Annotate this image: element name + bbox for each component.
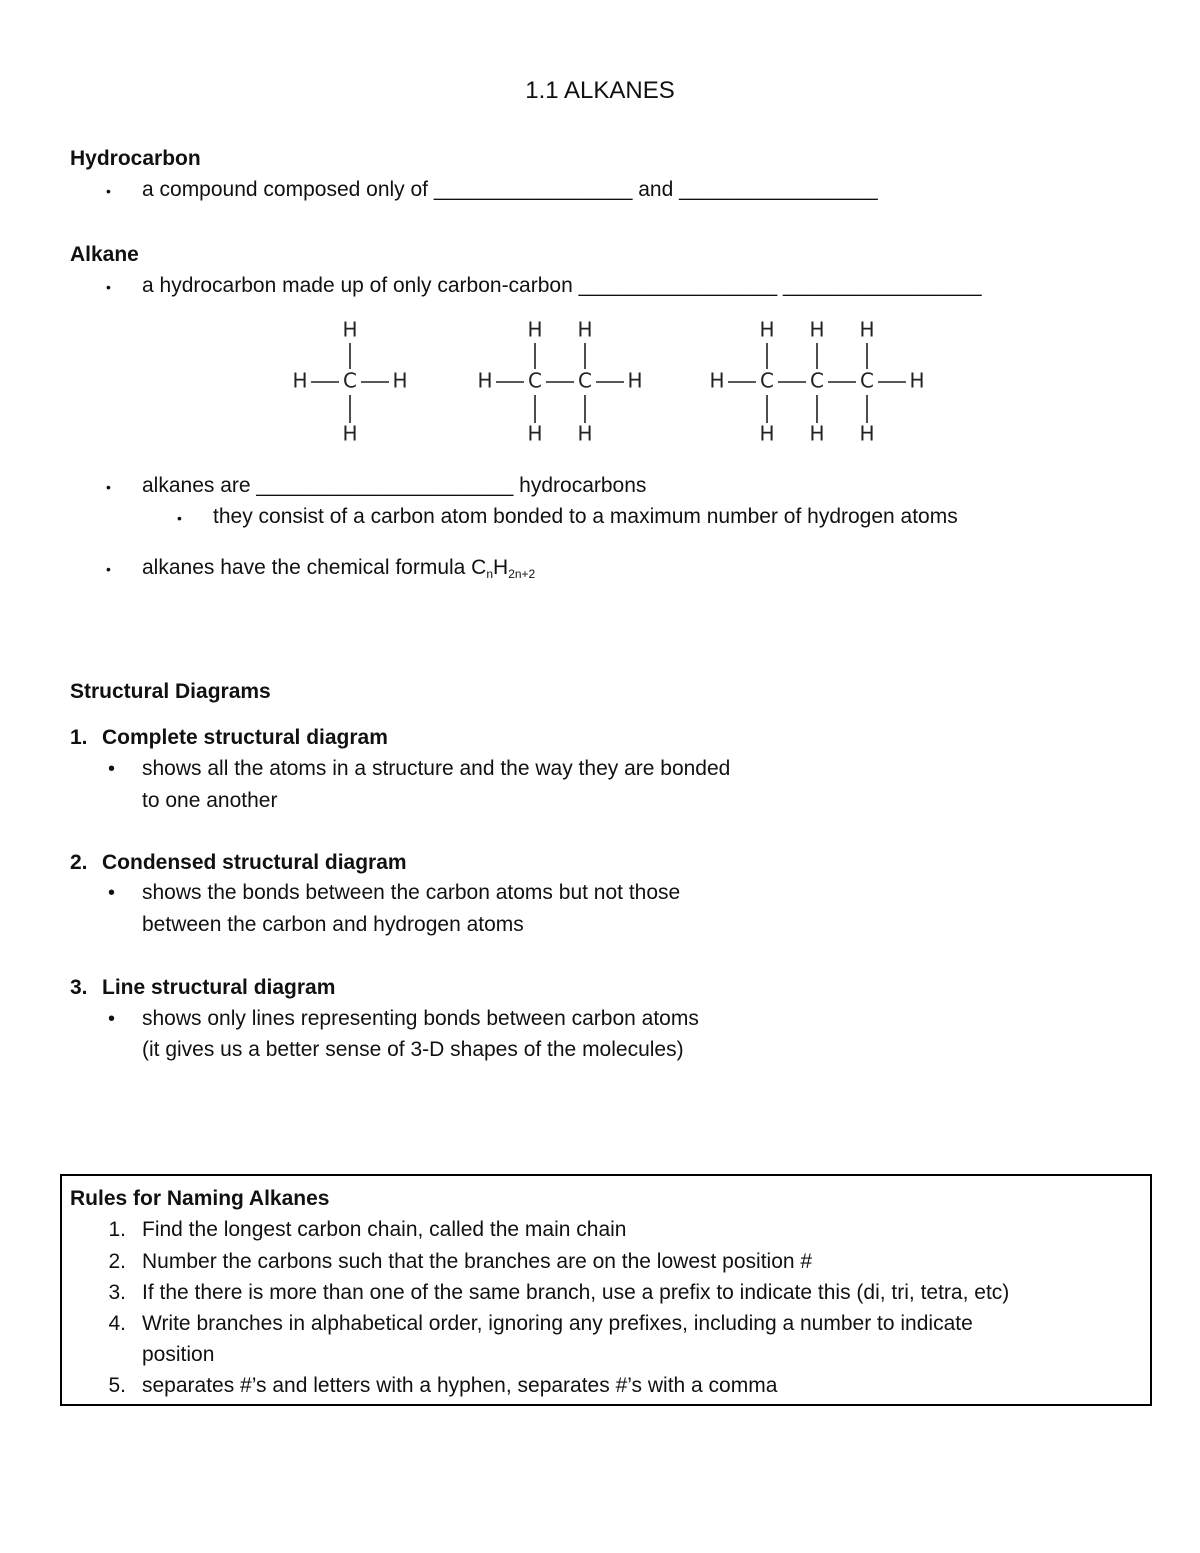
rule-text: Number the carbons such that the branches are on the lowest position # xyxy=(142,1250,813,1273)
structural-item-title: Condensed structural diagram xyxy=(102,851,407,874)
page-title: 1.1 ALKANES xyxy=(525,77,675,104)
alkane-heading: Alkane xyxy=(70,243,139,266)
alkane-formula xyxy=(142,555,535,587)
structural-item-num: 1. xyxy=(70,726,88,749)
rule-text: Find the longest carbon chain, called the main chain xyxy=(142,1218,627,1241)
hydrogen-atom: H xyxy=(759,317,775,342)
rule-text: separates #’s and letters with a hyphen, separates #’s with a comma xyxy=(142,1374,778,1397)
bullet-icon: • xyxy=(106,279,111,295)
formula-c: C xyxy=(471,556,487,579)
hydrocarbon-heading: Hydrocarbon xyxy=(70,147,201,170)
bullet-icon: • xyxy=(108,758,116,780)
structural-item-line: between the carbon and hydrogen atoms xyxy=(142,913,524,936)
rule-num: 5. xyxy=(108,1374,126,1397)
rule-text: position xyxy=(142,1343,215,1366)
structural-heading: Structural Diagrams xyxy=(70,680,271,703)
hydrogen-atom: H xyxy=(709,368,725,393)
rule-text: If the there is more than one of the same branch, use a prefix to indicate this (di, tri, tetra, etc) xyxy=(142,1281,1010,1304)
hydrogen-atom: H xyxy=(292,368,308,393)
bullet-icon: • xyxy=(108,1008,116,1030)
hydrogen-atom: H xyxy=(342,421,358,446)
formula-n: n xyxy=(486,567,494,581)
hydrogen-atom: H xyxy=(477,368,493,393)
structural-item-line: (it gives us a better sense of 3-D shapes of the molecules) xyxy=(142,1038,684,1061)
rule-num: 4. xyxy=(108,1312,126,1335)
hydrogen-atom: H xyxy=(909,368,925,393)
structural-item-line: shows all the atoms in a structure and the way they are bonded xyxy=(142,757,731,780)
carbon-atom: C xyxy=(528,368,542,393)
alkane-saturated: alkanes are ______________________ hydrocarbons xyxy=(142,474,647,497)
structural-item-line: shows only lines representing bonds between carbon atoms xyxy=(142,1007,699,1030)
structural-item-num: 3. xyxy=(70,976,88,999)
structural-item-line: to one another xyxy=(142,789,278,812)
hydrogen-atom: H xyxy=(527,317,543,342)
hydrogen-atom: H xyxy=(859,317,875,342)
rule-text: Write branches in alphabetical order, ignoring any prefixes, including a number to indicate xyxy=(142,1312,973,1335)
hydrogen-atom: H xyxy=(627,368,643,393)
hydrogen-atom: H xyxy=(809,421,825,446)
structural-item-title: Line structural diagram xyxy=(102,976,336,999)
carbon-atom: C xyxy=(578,368,592,393)
hydrogen-atom: H xyxy=(759,421,775,446)
alkane-definition: a hydrocarbon made up of only carbon-carbon _________________ _________________ xyxy=(142,274,982,297)
rule-num: 1. xyxy=(108,1218,126,1241)
rule-num: 3. xyxy=(108,1281,126,1304)
bullet-icon: • xyxy=(108,882,116,904)
structural-item-num: 2. xyxy=(70,851,88,874)
carbon-atom: C xyxy=(860,368,874,393)
hydrocarbon-definition: a compound composed only of _________________ and _________________ xyxy=(142,178,878,201)
hydrogen-atom: H xyxy=(392,368,408,393)
bullet-icon: • xyxy=(177,510,182,526)
bullet-icon: • xyxy=(106,183,111,199)
formula-2n2: 2n+2 xyxy=(508,567,536,581)
carbon-atom: C xyxy=(810,368,824,393)
hydrogen-atom: H xyxy=(577,421,593,446)
structural-item-line: shows the bonds between the carbon atoms but not those xyxy=(142,881,681,904)
hydrogen-atom: H xyxy=(342,317,358,342)
formula-label: alkanes have the chemical formula xyxy=(142,556,472,579)
rule-num: 2. xyxy=(108,1250,126,1273)
formula-h: H xyxy=(493,556,509,579)
hydrogen-atom: H xyxy=(809,317,825,342)
hydrogen-atom: H xyxy=(577,317,593,342)
carbon-atom: C xyxy=(343,368,357,393)
alkane-saturated-detail: they consist of a carbon atom bonded to a maximum number of hydrogen atoms xyxy=(213,505,958,528)
hydrogen-atom: H xyxy=(527,421,543,446)
alkane-structure-diagrams xyxy=(280,305,980,455)
hydrogen-atom: H xyxy=(859,421,875,446)
rules-heading: Rules for Naming Alkanes xyxy=(70,1187,330,1210)
carbon-atom: C xyxy=(760,368,774,393)
bullet-icon: • xyxy=(106,561,111,577)
structural-item-title: Complete structural diagram xyxy=(102,726,388,749)
bullet-icon: • xyxy=(106,479,111,495)
